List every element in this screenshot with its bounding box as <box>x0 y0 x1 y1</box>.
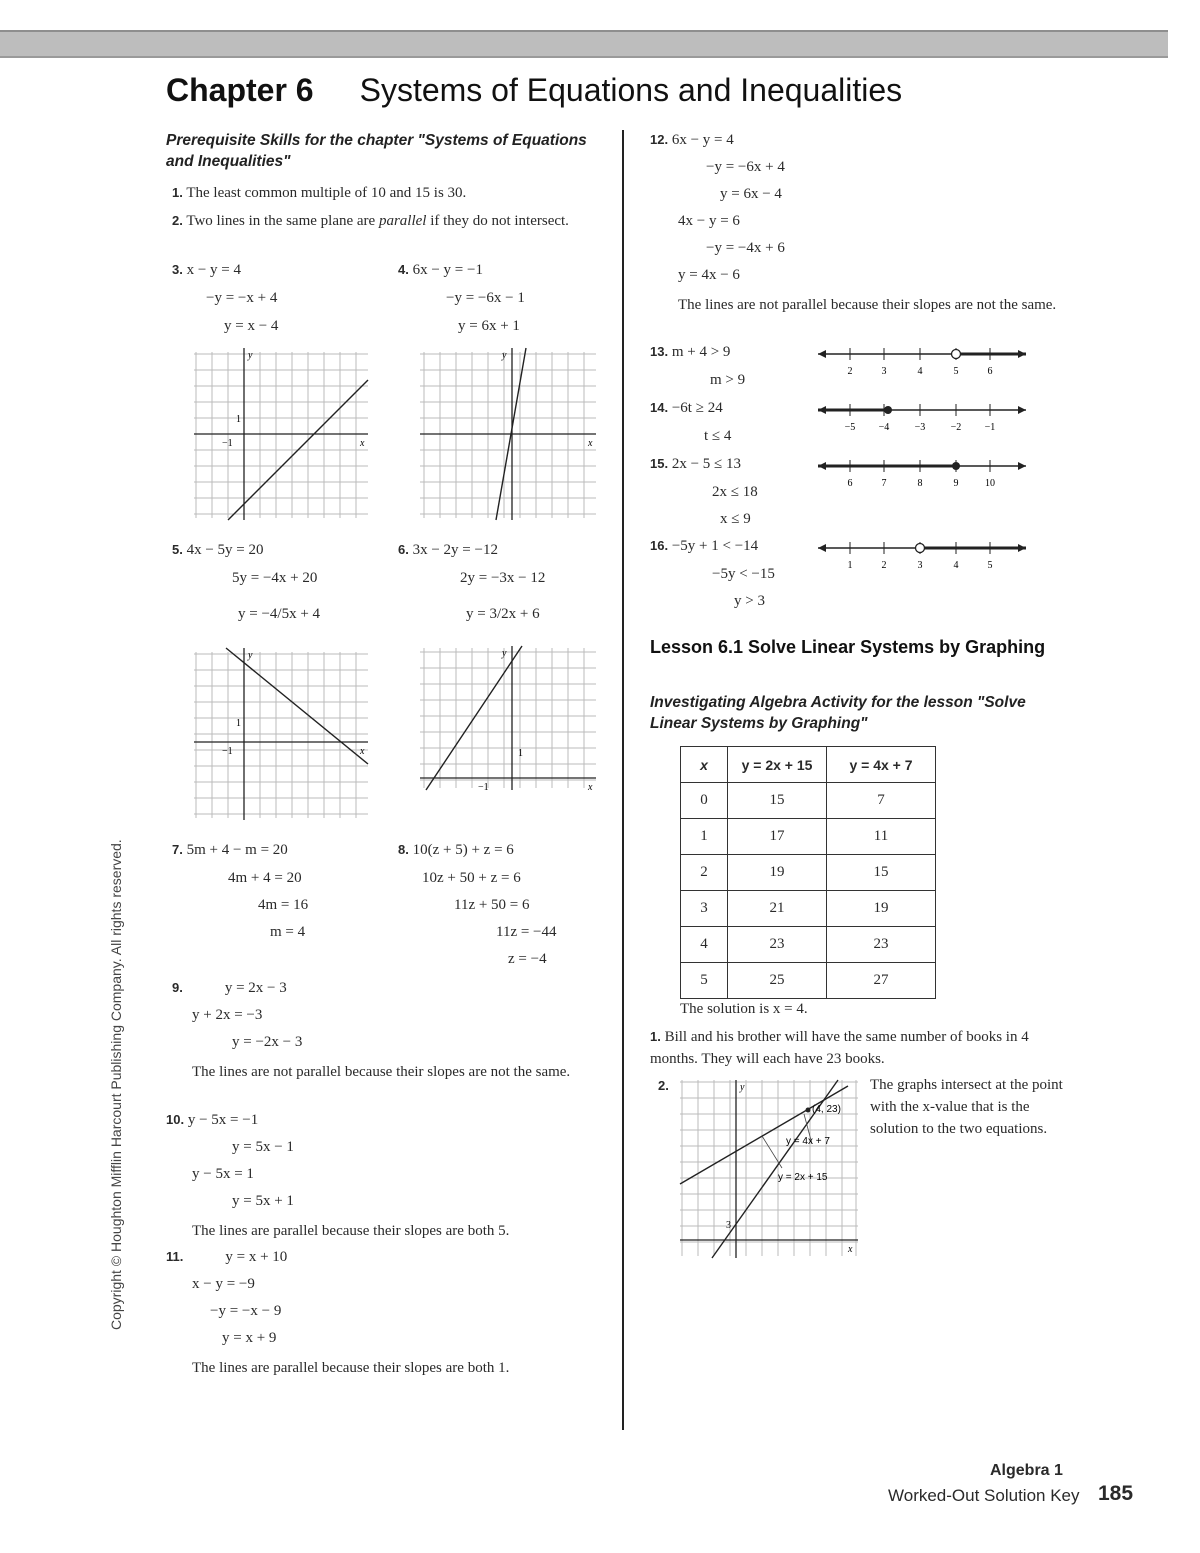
tick-label: −1 <box>222 438 233 449</box>
tick-label: 2 <box>847 366 853 377</box>
axis-label-x: x <box>588 782 593 793</box>
axis-label-y: y <box>740 1082 745 1093</box>
problem-number: 13. <box>650 344 669 359</box>
problem-11-note: The lines are parallel because their slopes are both 1. <box>192 1360 510 1376</box>
problem-number: 14. <box>650 400 669 415</box>
footer-subtitle: Worked-Out Solution Key <box>888 1486 1080 1505</box>
problem-3-line <box>172 262 241 279</box>
axis-label-x: x <box>360 438 365 449</box>
tick-label: 7 <box>881 478 887 489</box>
equation: 4x − 5y = 20 <box>186 542 264 558</box>
tick-label: −2 <box>950 422 962 433</box>
axis-label-y: y <box>248 650 253 661</box>
graph-problem-5 <box>192 644 370 824</box>
problem-number: 9. <box>172 980 183 995</box>
equation: x − y = 4 <box>186 262 242 278</box>
question-2-text: The graphs intersect at the point with the x-value that is the solution to the two equations. <box>870 1077 1063 1137</box>
equation: 10(z + 5) + z = 6 <box>412 842 514 858</box>
tick-label: 1 <box>236 414 241 425</box>
inequality: m > 9 <box>710 372 746 388</box>
question-2-number <box>658 1078 669 1095</box>
problem-12-line <box>650 132 734 149</box>
problem-number: 7. <box>172 842 183 857</box>
equation: y = x − 4 <box>224 318 279 334</box>
equation: y = 2x − 3 <box>224 980 287 996</box>
problem-number: 2. <box>172 213 183 228</box>
axis-label-y: y <box>502 648 507 659</box>
tick-label: 8 <box>917 478 923 489</box>
problem-text: if they do not intersect. <box>426 213 569 229</box>
tick-label: 5 <box>953 366 959 377</box>
axis-label-x: x <box>588 438 593 449</box>
intersection-label: (4, 23) <box>812 1104 841 1115</box>
equation: 6x − y = −1 <box>412 262 483 278</box>
table-cell: 27 <box>827 963 936 999</box>
page-number: 185 <box>1098 1482 1134 1505</box>
equation: y = x + 9 <box>222 1330 277 1346</box>
equation: 6x − y = 4 <box>671 132 734 148</box>
problem-number: 4. <box>398 262 409 277</box>
equation: 3x − 2y = −12 <box>412 542 498 558</box>
problem-number: 1. <box>172 185 183 200</box>
top-banner <box>0 30 1168 58</box>
problem-number: 15. <box>650 456 669 471</box>
problem-number: 6. <box>398 542 409 557</box>
inequality: 2x − 5 ≤ 13 <box>671 456 742 472</box>
axis-label-y: y <box>502 350 507 361</box>
number-line-13 <box>814 344 1030 378</box>
tick-label: −4 <box>878 422 890 433</box>
table-cell: 15 <box>728 783 827 819</box>
equation: y = x + 10 <box>225 1249 288 1265</box>
values-table <box>680 746 936 999</box>
tick-label: −1 <box>222 746 233 757</box>
table-row <box>681 783 936 819</box>
problem-2 <box>172 210 572 232</box>
problem-14-line <box>650 400 723 417</box>
lesson-heading: Lesson 6.1 Solve Linear Systems by Graphing <box>650 637 1046 657</box>
question-1 <box>650 1026 1080 1070</box>
equation: y − 5x = −1 <box>187 1112 259 1128</box>
inequality: m + 4 > 9 <box>671 344 731 360</box>
problem-7-line <box>172 842 288 859</box>
column-divider <box>622 130 624 1430</box>
equation: 11z = −44 <box>496 924 557 940</box>
table-cell: 7 <box>827 783 936 819</box>
equation: −y = −6x + 4 <box>706 159 785 175</box>
problem-13-line <box>650 344 730 361</box>
equation: y = 6x + 1 <box>458 318 520 334</box>
table-row <box>681 963 936 999</box>
equation: −y = −4x + 6 <box>706 240 785 256</box>
equation: 2y = −3x − 12 <box>460 570 546 586</box>
table-cell: 17 <box>728 819 827 855</box>
problem-15-line <box>650 456 741 473</box>
table-cell: 19 <box>827 891 936 927</box>
problem-16-line <box>650 538 758 555</box>
equation: y − 5x = 1 <box>192 1166 254 1182</box>
chapter-label: Chapter 6 <box>166 72 314 108</box>
tick-label: 1 <box>847 560 853 571</box>
table-row <box>681 891 936 927</box>
equation: −y = −x − 9 <box>210 1303 282 1319</box>
equation: 4x − y = 6 <box>678 213 740 229</box>
tick-label: 5 <box>987 560 993 571</box>
activity-heading: Investigating Algebra Activity for the lesson "Solve Linear Systems by Graphing" <box>650 694 1026 732</box>
problem-number: 8. <box>398 842 409 857</box>
solution-text: The solution is x = 4. <box>680 1001 808 1017</box>
table-cell: 19 <box>728 855 827 891</box>
equation: −y = −x + 4 <box>206 290 278 306</box>
equation: 4m = 16 <box>258 897 309 913</box>
problem-number: 5. <box>172 542 183 557</box>
tick-label: 4 <box>953 560 959 571</box>
number-line-16 <box>814 538 1030 572</box>
problem-number: 11. <box>166 1249 184 1264</box>
problem-11-line <box>166 1249 287 1266</box>
table-row <box>681 855 936 891</box>
problem-number: 16. <box>650 538 669 553</box>
table-cell: 4 <box>681 927 728 963</box>
table-cell: 21 <box>728 891 827 927</box>
equation: 5m + 4 − m = 20 <box>186 842 288 858</box>
footer-book: Algebra 1 <box>990 1462 1063 1479</box>
tick-label: 6 <box>847 478 853 489</box>
inequality: y > 3 <box>734 593 765 609</box>
problem-number: 3. <box>172 262 183 277</box>
line-label-2: y = 2x + 15 <box>778 1172 828 1183</box>
chapter-title: Systems of Equations and Inequalities <box>359 72 903 108</box>
table-cell: 5 <box>681 963 728 999</box>
problem-number: 1. <box>650 1029 661 1044</box>
problem-5-line <box>172 542 264 559</box>
tick-label: −3 <box>914 422 926 433</box>
inequality: −5y + 1 < −14 <box>671 538 759 554</box>
table-header: y = 2x + 15 <box>728 747 827 783</box>
graph-question-2 <box>678 1078 860 1260</box>
equation: −y = −6x − 1 <box>446 290 525 306</box>
problem-4-line <box>398 262 483 279</box>
axis-label-x: x <box>360 746 365 757</box>
equation: y = 6x − 4 <box>720 186 782 202</box>
table-cell: 1 <box>681 819 728 855</box>
problem-9-note: The lines are not parallel because their slopes are not the same. <box>192 1064 571 1080</box>
equation: y = 5x − 1 <box>232 1139 294 1155</box>
equation: 4m + 4 = 20 <box>228 870 302 886</box>
inequality: −6t ≥ 24 <box>671 400 723 416</box>
tick-label: −5 <box>844 422 856 433</box>
problem-1 <box>172 182 602 204</box>
equation: m = 4 <box>270 924 306 940</box>
tick-label: 1 <box>236 718 241 729</box>
problem-text: Two lines in the same plane are <box>186 213 379 229</box>
equation: y = −4/5x + 4 <box>238 606 321 622</box>
tick-label: 10 <box>985 478 995 489</box>
axis-label-y: y <box>248 350 253 361</box>
equation: y = −2x − 3 <box>232 1034 303 1050</box>
table-row <box>681 819 936 855</box>
number-line-15 <box>814 456 1030 490</box>
equation: 5y = −4x + 20 <box>232 570 318 586</box>
table-cell: 15 <box>827 855 936 891</box>
table-cell: 3 <box>681 891 728 927</box>
equation: x − y = −9 <box>192 1276 255 1292</box>
tick-label: 2 <box>881 560 887 571</box>
tick-label: −1 <box>478 782 489 793</box>
problem-text: The least common multiple of 10 and 15 is 30. <box>186 185 467 201</box>
question-text: Bill and his brother will have the same number of books in 4 months. They will each have 23 books. <box>650 1029 1029 1067</box>
problem-10-note: The lines are parallel because their slopes are both 5. <box>192 1223 510 1239</box>
table-row <box>681 927 936 963</box>
table-header: x <box>681 747 728 783</box>
tick-label: 1 <box>518 748 523 759</box>
equation: y = 3/2x + 6 <box>466 606 540 622</box>
tick-label: 3 <box>917 560 923 571</box>
equation: 11z + 50 = 6 <box>454 897 530 913</box>
problem-number: 2. <box>658 1078 669 1093</box>
copyright-notice: Copyright © Houghton Mifflin Harcourt Publishing Company. All rights reserved. <box>108 839 124 1330</box>
tick-label: 9 <box>953 478 959 489</box>
inequality: 2x ≤ 18 <box>712 484 758 500</box>
number-line-14 <box>814 400 1030 434</box>
equation: z = −4 <box>508 951 547 967</box>
table-cell: 0 <box>681 783 728 819</box>
table-cell: 23 <box>827 927 936 963</box>
problem-8-line <box>398 842 514 859</box>
tick-label: 3 <box>726 1220 731 1231</box>
graph-problem-6 <box>418 644 598 794</box>
tick-label: 6 <box>987 366 993 377</box>
tick-label: 4 <box>917 366 923 377</box>
table-cell: 2 <box>681 855 728 891</box>
tick-label: −1 <box>984 422 996 433</box>
table-cell: 23 <box>728 927 827 963</box>
line-label-1: y = 4x + 7 <box>786 1136 830 1147</box>
graph-problem-3 <box>192 344 370 524</box>
table-header: y = 4x + 7 <box>827 747 936 783</box>
inequality: −5y < −15 <box>712 566 775 582</box>
equation: y = 5x + 1 <box>232 1193 294 1209</box>
problem-6-line <box>398 542 498 559</box>
prereq-heading: Prerequisite Skills for the chapter "Systems of Equations and Inequalities" <box>166 132 587 170</box>
tick-label: 3 <box>881 366 887 377</box>
axis-label-x: x <box>848 1244 853 1255</box>
table-cell: 11 <box>827 819 936 855</box>
equation: y = 4x − 6 <box>678 267 740 283</box>
inequality: t ≤ 4 <box>704 428 732 444</box>
problem-number: 12. <box>650 132 669 147</box>
equation: 10z + 50 + z = 6 <box>422 870 521 886</box>
problem-9-line <box>172 980 287 997</box>
problem-text-italic: parallel <box>378 213 427 229</box>
inequality: x ≤ 9 <box>720 511 751 527</box>
chapter-heading <box>166 72 902 109</box>
problem-number: 10. <box>166 1112 185 1127</box>
problem-12-note: The lines are not parallel because their slopes are not the same. <box>678 297 1057 313</box>
problem-10-line <box>166 1112 258 1129</box>
table-cell: 25 <box>728 963 827 999</box>
graph-problem-4 <box>418 344 598 524</box>
equation: y + 2x = −3 <box>192 1007 263 1023</box>
